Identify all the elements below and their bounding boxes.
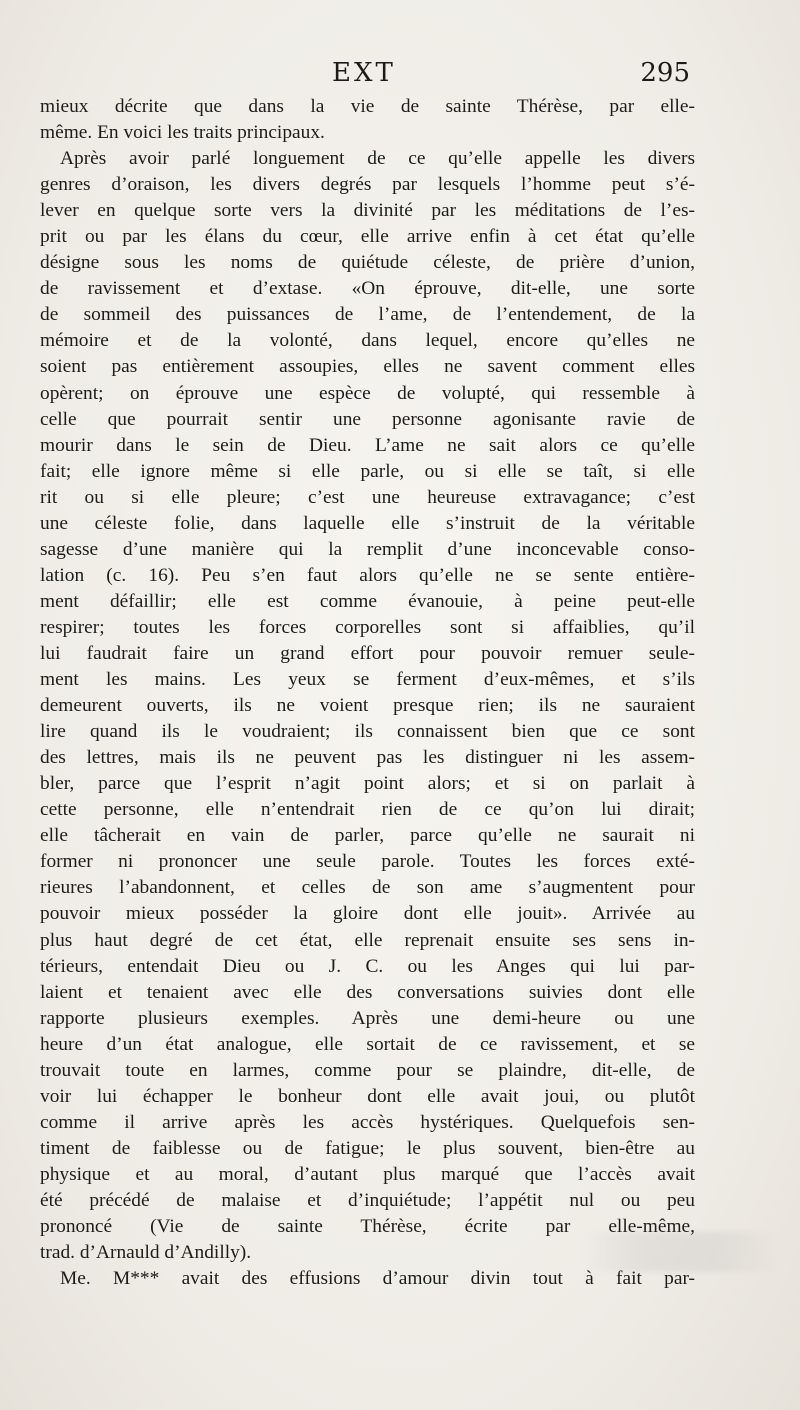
text-line: voir lui échapper le bonheur dont elle avait joui, ou plutôt <box>40 1085 695 1107</box>
text-line: mieux décrite que dans la vie de sainte Thérèse, par elle- <box>40 96 695 117</box>
text-line: rapporte plusieurs exemples. Après une demi-heure ou une <box>40 1007 695 1029</box>
text-line: former ni prononcer une seule parole. Toutes les forces exté- <box>40 851 695 873</box>
text-line: lever en quelque sorte vers la divinité par les méditations de l’es- <box>40 200 695 222</box>
body-text <box>40 94 695 1292</box>
text-line: mourir dans le sein de Dieu. L’ame ne sait alors ce qu’elle <box>40 434 695 456</box>
text-line: ment les mains. Les yeux se ferment d’eux-mêmes, et s’ils <box>40 669 695 691</box>
text-line: plus haut degré de cet état, elle reprenait ensuite ses sens in- <box>40 929 695 951</box>
text-line: cette personne, elle n’entendrait rien de ce qu’on lui dirait; <box>40 799 695 821</box>
text-line: elle tâcherait en vain de parler, parce qu’elle ne saurait ni <box>40 825 695 847</box>
text-line: genres d’oraison, les divers degrés par lesquels l’homme peut s’é- <box>40 174 695 196</box>
text-line: été précédé de malaise et d’inquiétude; l’appétit nul ou peu <box>40 1189 695 1211</box>
text-line: pouvoir mieux posséder la gloire dont elle jouit». Arrivée au <box>40 903 695 925</box>
text-line: de sommeil des puissances de l’ame, de l’entendement, de la <box>40 304 695 326</box>
text-line: lui faudrait faire un grand effort pour pouvoir remuer seule- <box>40 642 695 664</box>
text-line: comme il arrive après les accès hystériques. Quelquefois sen- <box>40 1111 695 1133</box>
text-line: de ravissement et d’extase. «On éprouve, dit-elle, une sorte <box>40 278 695 300</box>
show-through-shadow <box>580 1232 780 1272</box>
text-line: ment défaillir; elle est comme évanouie, à peine peut-elle <box>40 590 695 612</box>
text-line: sagesse d’une manière qui la remplit d’une inconcevable conso- <box>40 538 695 560</box>
text-line: lire quand ils le voudraient; ils connaissent bien que ce sont <box>40 721 695 743</box>
text-line: prit ou par les élans du cœur, elle arrive enfin à cet état qu’elle <box>40 226 695 248</box>
text-line: Me. M*** avait des effusions d’amour divin tout à fait par- <box>60 1268 695 1290</box>
text-line: opèrent; on éprouve une espèce de volupté, qui ressemble à <box>40 382 695 404</box>
text-line: physique et au moral, d’autant plus marqué que l’accès avait <box>40 1163 695 1185</box>
text-line: trad. d’Arnauld d’Andilly). <box>40 1242 252 1264</box>
text-line: trouvait toute en larmes, comme pour se plaindre, dit-elle, de <box>40 1059 695 1081</box>
text-line: désigne sous les noms de quiétude céleste, de prière d’union, <box>40 252 695 274</box>
text-line: celle que pourrait sentir une personne agonisante ravie de <box>40 408 695 430</box>
text-line: demeurent ouverts, ils ne voient presque rien; ils ne sauraient <box>40 695 695 717</box>
text-line: soient pas entièrement assoupies, elles ne savent comment elles <box>40 356 695 378</box>
text-line: timent de faiblesse ou de fatigue; le plus souvent, bien-être au <box>40 1137 695 1159</box>
text-line: rit ou si elle pleure; c’est une heureuse extravagance; c’est <box>40 486 695 508</box>
text-line: Après avoir parlé longuement de ce qu’elle appelle les divers <box>60 148 695 170</box>
text-line: fait; elle ignore même si elle parle, ou si elle se taît, si elle <box>40 460 695 482</box>
text-line: lation (c. 16). Peu s’en faut alors qu’elle ne se sente entière- <box>40 564 695 586</box>
page-header <box>40 58 690 94</box>
page-number: 295 <box>640 58 690 88</box>
text-line: térieurs, entendait Dieu ou J. C. ou les Anges qui lui par- <box>40 955 695 977</box>
text-line: des lettres, mais ils ne peuvent pas les distinguer ni les assem- <box>40 747 695 769</box>
text-line: rieures l’abandonnent, et celles de son ame s’augmentent pour <box>40 877 695 899</box>
text-line: heure d’un état analogue, elle sortait de ce ravissement, et se <box>40 1033 695 1055</box>
text-line: prononcé (Vie de sainte Thérèse, écrite par elle-même, <box>40 1216 695 1238</box>
text-line: bler, parce que l’esprit n’agit point alors; et si on parlait à <box>40 773 695 795</box>
text-line: mémoire et de la volonté, dans lequel, encore qu’elles ne <box>40 330 695 352</box>
text-line: laient et tenaient avec elle des conversations suivies dont elle <box>40 981 695 1003</box>
running-head: EXT <box>332 58 396 88</box>
text-line: respirer; toutes les forces corporelles sont si affaiblies, qu’il <box>40 616 695 638</box>
text-line: une céleste folie, dans laquelle elle s’instruit de la véritable <box>40 512 695 534</box>
text-line: même. En voici les traits principaux. <box>40 122 325 144</box>
